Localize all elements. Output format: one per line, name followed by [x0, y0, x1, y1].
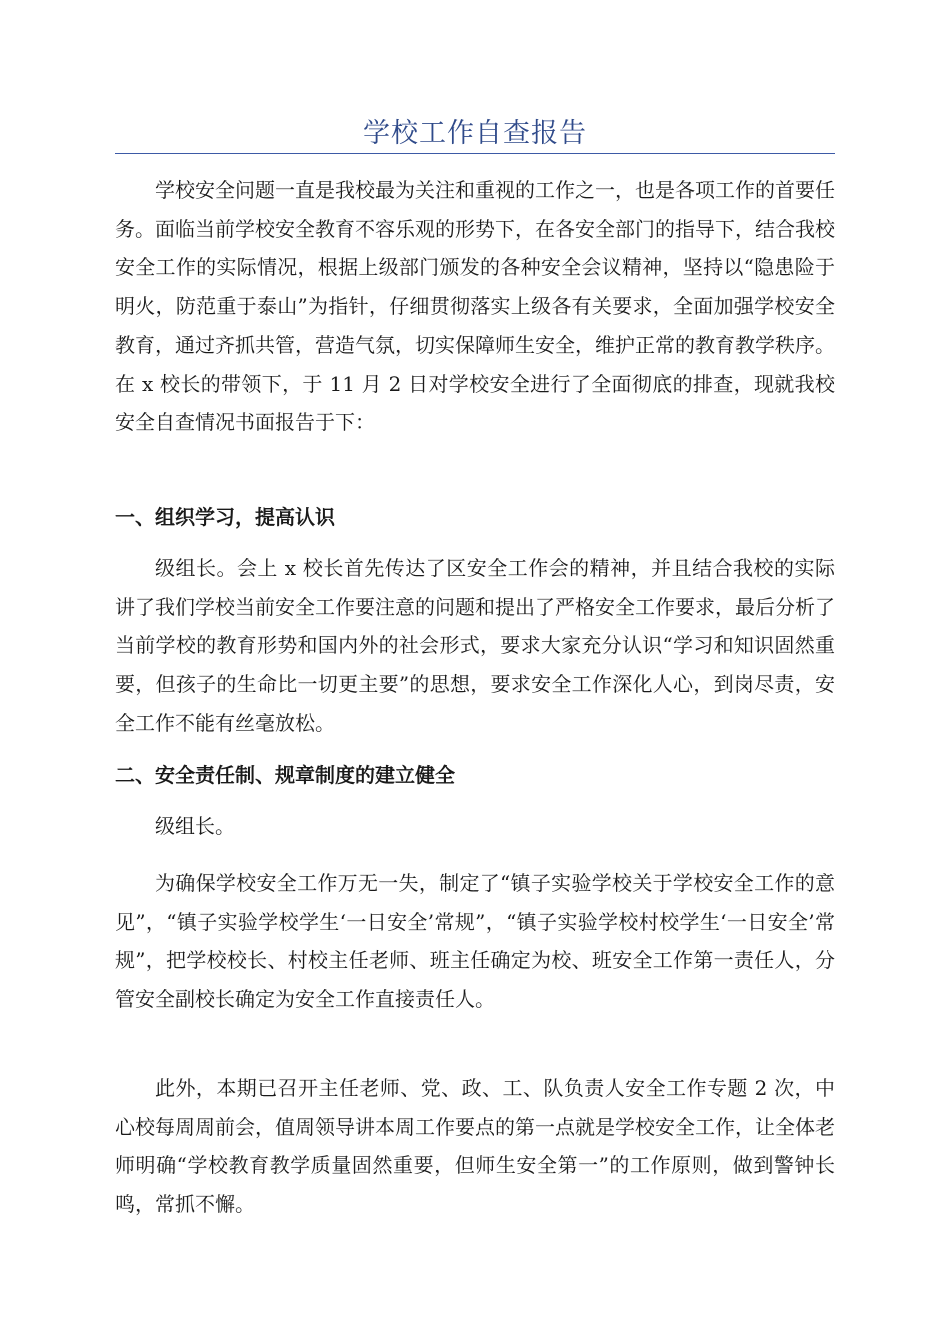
intro-paragraph: 学校安全问题一直是我校最为关注和重视的工作之一，也是各项工作的首要任务。面临当前学校安全教育不容乐观的形势下，在各安全部门的指导下，结合我校安全工作的实际情况，根据上级部门颁发的各种安全会议精神，坚持以“隐患险于明火，防范重于泰山”为指针，仔细贯彻落实上级各有关要求，全面加强学校安全教育，通过齐抓共管，营造气氛，切实保障师生安全，维护正常的教育教学秩序。在 x 校长的带领下，于 11 月 2 日对学校安全进行了全面彻底的排查，现就我校安全自查情况书面报告于下：	[115, 178, 835, 435]
section-2-paragraph-2: 为确保学校安全工作万无一失，制定了“镇子实验学校关于学校安全工作的意见”，“镇子实验学校学生‘一日安全’常规”，“镇子实验学校村校学生‘一日安全’常规”，把学校校长、村校主任老师、班主任确定为校、班安全工作第一责任人，分管安全副校长确定为安全工作直接责任人。	[115, 871, 835, 1012]
section-1-heading: 一、组织学习，提高认识	[115, 505, 335, 529]
section-2-heading: 二、安全责任制、规章制度的建立健全	[115, 763, 455, 787]
document-title: 学校工作自查报告	[363, 118, 587, 149]
section-2-paragraph-1: 级组长。	[155, 814, 235, 838]
section-2-paragraph-3: 此外，本期已召开主任老师、党、政、工、队负责人安全工作专题 2 次，中心校每周周前会，值周领导讲本周工作要点的第一点就是学校安全工作，让全体老师明确“学校教育教学质量固然重要，但师生安全第一”的工作原则，做到警钟长鸣，常抓不懈。	[115, 1076, 835, 1217]
title-underline	[115, 153, 835, 154]
section-1-paragraph: 级组长。会上 x 校长首先传达了区安全工作会的精神，并且结合我校的实际讲了我们学校当前安全工作要注意的问题和提出了严格安全工作要求，最后分析了当前学校的教育形势和国内外的社会形式，要求大家充分认识“学习和知识固然重要，但孩子的生命比一切更主要”的思想，要求安全工作深化人心，到岗尽责，安全工作不能有丝毫放松。	[115, 556, 835, 735]
